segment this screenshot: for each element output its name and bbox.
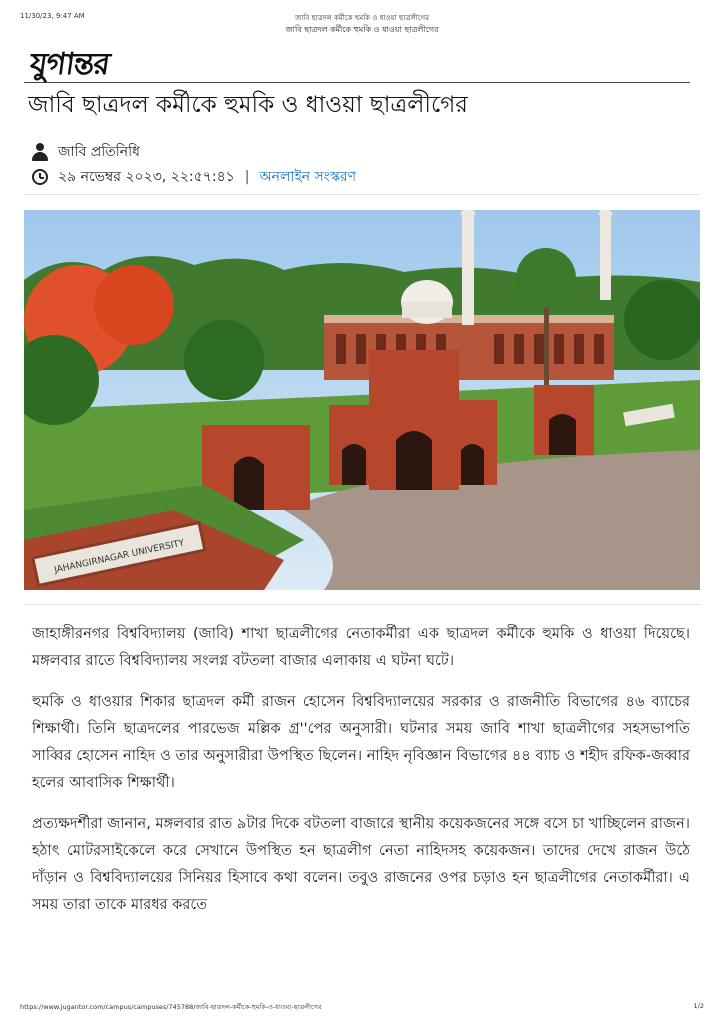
article-published: ২৯ নভেম্বর ২০২৩, ২২:৫৭:৪১: [58, 169, 235, 185]
print-header: [0, 10, 724, 34]
print-title: জাবি ছাত্রদল কর্মীকে হুমকি ও ধাওয়া ছাত্রলীগের: [295, 14, 429, 22]
campus-sign-text: JAHANGIRNAGAR UNIVERSITY: [53, 538, 186, 576]
masthead: [24, 40, 690, 83]
article-author-row: [32, 140, 140, 164]
page-number: 1/2: [693, 1002, 704, 1010]
article-date-row: [32, 165, 356, 189]
site-logo[interactable]: যুগান্তর: [27, 47, 112, 82]
meta-separator: |: [244, 169, 250, 185]
article-paragraph: প্রত্যক্ষদর্শীরা জানান, মঙ্গলবার রাত ৯টার দিকে বটতলা বাজারে স্থানীয় কয়েকজনের সঙ্গে বসে চা খাচ্ছিলেন রাজন। হঠাৎ মোটরসাইকেলে করে সেখানে উপস্থিত হন ছাত্রলীগ নেতা নাহিদসহ কয়েকজন। তাদের দেখে রাজন উঠে দাঁড়ান ও বিশ্ববিদ্যালয়ের সিনিয়র হিসাবে কথা বলেন। তবুও রাজনের ওপর চড়াও হন ছাত্রলীগের নেতাকর্মীরা। এ সময় তারা তাকে মারধর করতে: [32, 815, 691, 913]
print-url: https://www.jugantor.com/campus/campuses/745788/জাবি-ছাত্রদল-কর্মীকে-হুমকি-ও-ধাওয়া-ছাত্রলীগের: [20, 1003, 322, 1011]
article-paragraph: হুমকি ও ধাওয়ার শিকার ছাত্রদল কর্মী রাজন হোসেন বিশ্ববিদ্যালয়ের সরকার ও রাজনীতি বিভাগের ৪৬ ব্যাচের শিক্ষার্থী। তিনি ছাত্রদলের পারভেজ মল্লিক গ্র''পের অনুসারী। ঘটনার সময় জাবি শাখা ছাত্রলীগের সহসভাপতি সাব্বির হোসেন নাহিদ ও তার অনুসারীরা উপস্থিত ছিলেন। নাহিদ নৃবিজ্ঞান বিভাগের ৪৪ ব্যাচ ও শহীদ রফিক-জব্বার হলের আবাসিক শিক্ষার্থী।: [32, 693, 690, 791]
article-body: [32, 620, 690, 932]
article-photo: [24, 210, 700, 590]
edition-link[interactable]: অনলাইন সংস্করণ: [259, 169, 357, 185]
article-paragraph: জাহাঙ্গীরনগর বিশ্ববিদ্যালয় (জাবি) শাখা ছাত্রলীগের নেতাকর্মীরা এক ছাত্রদল কর্মীকে হুমকি ও ধাওয়া দিয়েছে। মঙ্গলবার রাতে বিশ্ববিদ্যালয় সংলগ্ন বটতলা বাজার এলাকায় এ ঘটনা ঘটে।: [32, 625, 690, 669]
divider: [24, 194, 700, 195]
user-icon: [32, 143, 48, 161]
print-title-repeat: জাবি ছাত্রদল কর্মীকে হুমকি ও ধাওয়া ছাত্রলীগের: [285, 25, 439, 34]
divider: [24, 604, 700, 605]
clock-icon: [32, 169, 48, 185]
print-date: 11/30/23, 9:47 AM: [20, 12, 85, 20]
article-headline: জাবি ছাত্রদল কর্মীকে হুমকি ও ধাওয়া ছাত্রলীগের: [28, 92, 468, 118]
article-author: জাবি প্রতিনিধি: [58, 144, 141, 160]
print-footer: [0, 1002, 724, 1018]
